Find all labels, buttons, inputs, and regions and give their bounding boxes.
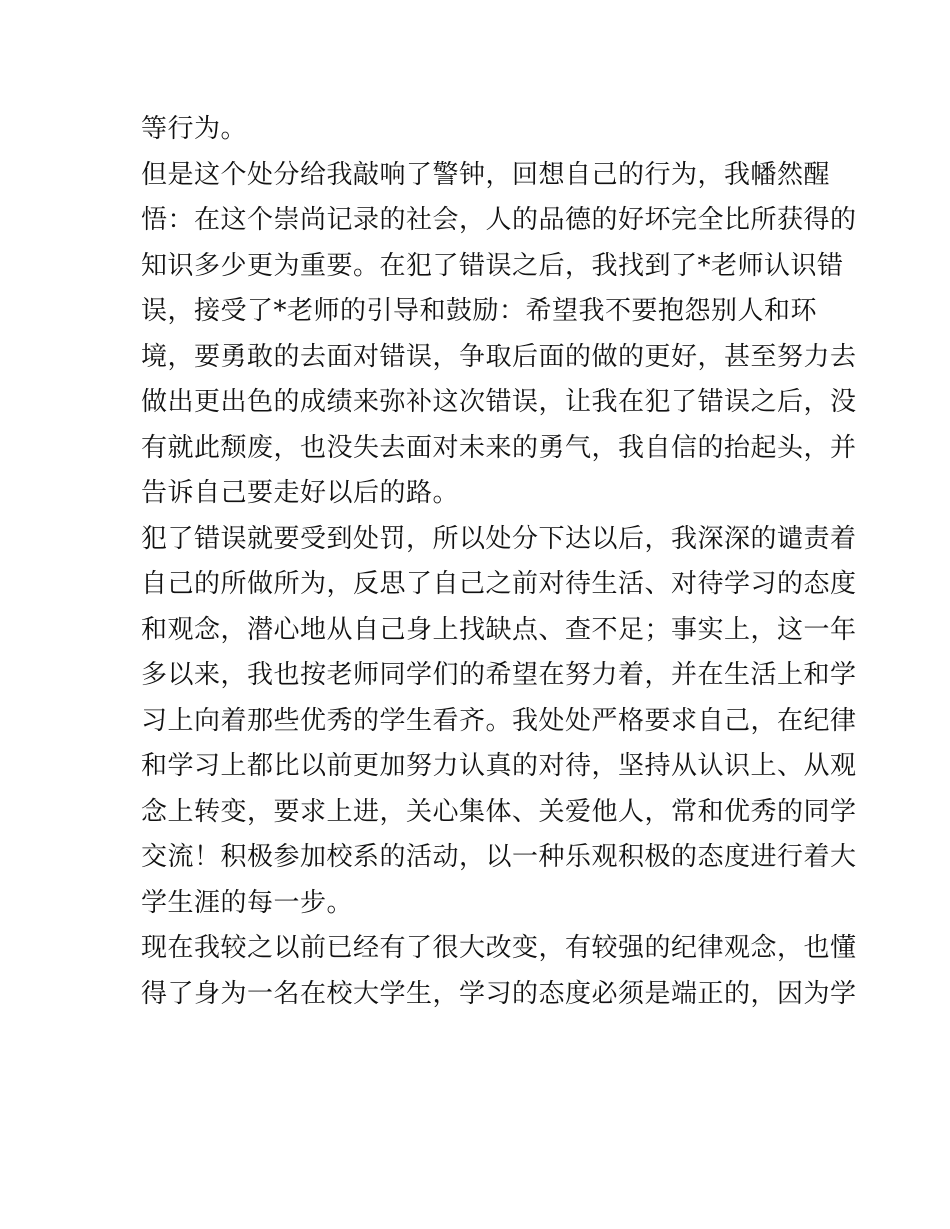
- text-line: 多以来，我也按老师同学们的希望在努力着，并在生活上和学: [141, 660, 857, 690]
- text-line: 现在我较之以前已经有了很大改变，有较强的纪律观念，也懂: [141, 933, 857, 963]
- text-line: 知识多少更为重要。在犯了错误之后，我找到了*老师认识错: [141, 250, 844, 281]
- text-line: 做出更出色的成绩来弥补这次错误，让我在犯了错误之后，没: [141, 387, 857, 417]
- text-line: 习上向着那些优秀的学生看齐。我处处严格要求自己，在纪律: [141, 705, 857, 736]
- text-line: 交流！积极参加校系的活动，以一种乐观积极的态度进行着大: [141, 842, 857, 872]
- text-line: 误，接受了*老师的引导和鼓励：希望我不要抱怨别人和环: [141, 296, 818, 326]
- text-line: 自己的所做所为，反思了自己之前对待生活、对待学习的态度: [141, 569, 857, 599]
- text-line: 境，要勇敢的去面对错误，争取后面的做的更好，甚至努力去: [141, 341, 857, 372]
- text-line: 犯了错误就要受到处罚，所以处分下达以后，我深深的谴责着: [141, 523, 857, 554]
- document-body: [141, 107, 857, 1017]
- text-line: 和学习上都比以前更加努力认真的对待，坚持从认识上、从观: [141, 751, 857, 781]
- text-line: 等行为。: [141, 114, 248, 144]
- text-line: 得了身为一名在校大学生，学习的态度必须是端正的，因为学: [141, 978, 857, 1009]
- text-line: 念上转变，要求上进，关心集体、关爱他人，常和优秀的同学: [141, 796, 857, 827]
- text-line: 学生涯的每一步。: [141, 887, 354, 918]
- text-line: 但是这个处分给我敲响了警钟，回想自己的行为，我幡然醒: [141, 159, 831, 190]
- text-line: 悟：在这个崇尚记录的社会，人的品德的好坏完全比所获得的: [141, 205, 857, 235]
- text-line: 告诉自己要走好以后的路。: [141, 478, 460, 508]
- text-line: 有就此颓废，也没失去面对未来的勇气，我自信的抬起头，并: [141, 432, 857, 463]
- text-line: 和观念，潜心地从自己身上找缺点、查不足；事实上，这一年: [141, 614, 857, 645]
